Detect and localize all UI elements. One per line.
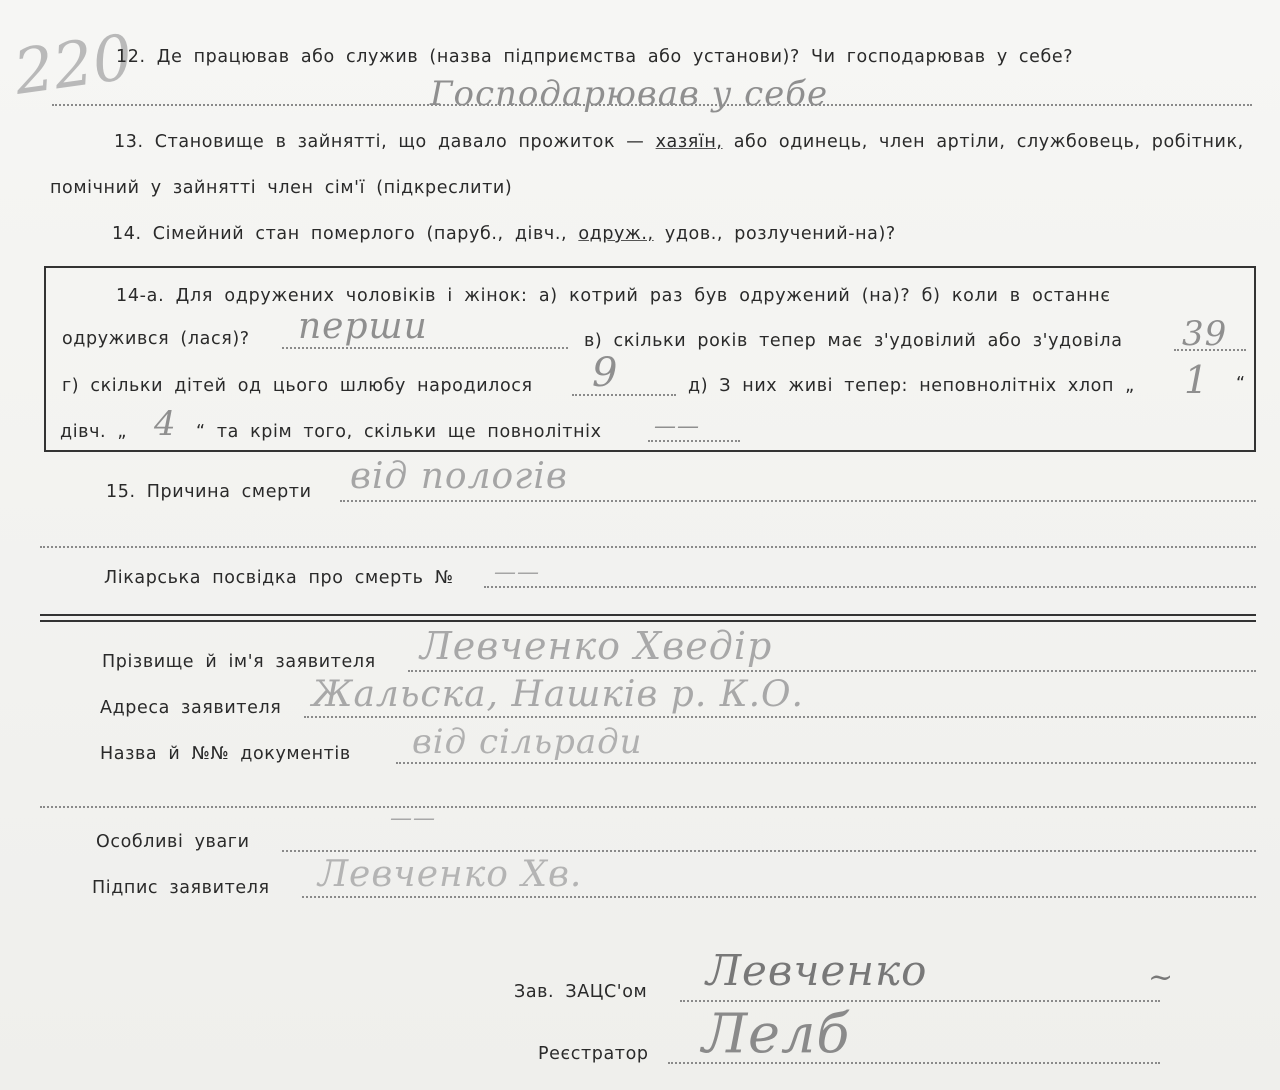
applicant-docs-line2 <box>40 806 1256 808</box>
medical-certificate-label: Лікарська посвідка про смерть № <box>104 568 454 588</box>
q14a-answer-children: 9 <box>592 350 619 396</box>
q13-label-rest: або одинець, член артіли, службовець, робітник, <box>733 132 1244 152</box>
special-notes-line <box>282 850 1256 852</box>
applicant-signature-value: Левченко Хв. <box>318 854 583 895</box>
applicant-name-value: Левченко Хведір <box>420 624 773 668</box>
q14-label-rest: удов., розлучений-на)? <box>664 224 896 244</box>
q12-label: 12. Де працював або служив (назва підприємства або установи)? Чи господарював у себе? <box>116 47 1074 67</box>
q14a-answer-boys: 1 <box>1184 358 1210 402</box>
head-label: Зав. ЗАЦС'ом <box>514 982 648 1002</box>
q14a-line2-label: одружився (лася)? <box>62 329 250 349</box>
applicant-address-line <box>304 716 1256 718</box>
applicant-address-value: Жальска, Нашків р. К.О. <box>312 674 805 715</box>
medical-certificate-answer: —— <box>494 560 540 585</box>
applicant-docs-extra: —— <box>390 806 436 831</box>
q14a-times-line <box>282 347 568 349</box>
margin-note: 220 <box>9 20 137 109</box>
q14-underlined-option: одруж., <box>578 224 654 244</box>
q14-label <box>112 224 896 244</box>
q13-label-line2: помічний у зайнятті член сім'ї (підкреслити) <box>50 178 513 198</box>
section-divider-top <box>40 614 1256 616</box>
q14a-adults-line <box>648 440 740 442</box>
applicant-docs-line <box>396 762 1256 764</box>
q14a-line3-end: “ <box>1236 374 1246 394</box>
q14a-line1: 14-а. Для одружених чоловіків і жінок: а) котрий раз був одружений (на)? б) коли в останнє <box>116 286 1111 306</box>
q14a-answer-years: 39 <box>1182 314 1228 354</box>
applicant-signature-line <box>302 896 1256 898</box>
q13-underlined-option: хазяїн, <box>655 132 723 152</box>
applicant-address-label: Адреса заявителя <box>100 698 282 718</box>
applicant-signature-label: Підпис заявителя <box>92 878 270 898</box>
applicant-name-line <box>408 670 1256 672</box>
q15-extra-line <box>40 546 1256 548</box>
head-signature: Левченко <box>706 946 928 995</box>
q14a-answer-girls: 4 <box>154 404 177 444</box>
registrar-label: Реєстратор <box>538 1044 649 1064</box>
applicant-name-label: Прізвище й ім'я заявителя <box>102 652 376 672</box>
q14-label-prefix: 14. Сімейний стан померлого (паруб., дівч., <box>112 224 568 244</box>
applicant-docs-value: від сільради <box>412 722 643 762</box>
q14a-line3-label: г) скільки дітей од цього шлюбу народилося <box>62 376 533 396</box>
q14a-children-line <box>572 394 676 396</box>
q14a-line4-label: дівч. „ <box>60 422 128 442</box>
q12-answer: Господарював у себе <box>430 74 829 114</box>
section-divider-bottom <box>40 620 1256 622</box>
q14a-line3-mid: д) З них живі тепер: неповнолітніх хлоп „ <box>688 376 1135 396</box>
q15-answer: від пологів <box>350 456 568 497</box>
head-signature-flourish: ~ <box>1148 960 1175 995</box>
q15-label: 15. Причина смерти <box>106 482 312 502</box>
special-notes-label: Особливі уваги <box>96 832 250 852</box>
registrar-signature: Лелб <box>702 1002 851 1065</box>
q13-label-prefix: 13. Становище в зайнятті, що давало прожиток — <box>114 132 645 152</box>
q14a-answer-adults: —— <box>654 414 700 439</box>
applicant-docs-label: Назва й №№ документів <box>100 744 351 764</box>
q14a-answer-times: перши <box>298 306 428 347</box>
medical-certificate-line <box>484 586 1256 588</box>
q13-label <box>114 132 1244 152</box>
q15-answer-line <box>340 500 1256 502</box>
q14a-line4-mid: “ та крім того, скільки ще повнолітніх <box>196 422 602 442</box>
q14a-line2-mid: в) скільки років тепер має з'удовілий або з'удовіла <box>584 331 1123 351</box>
